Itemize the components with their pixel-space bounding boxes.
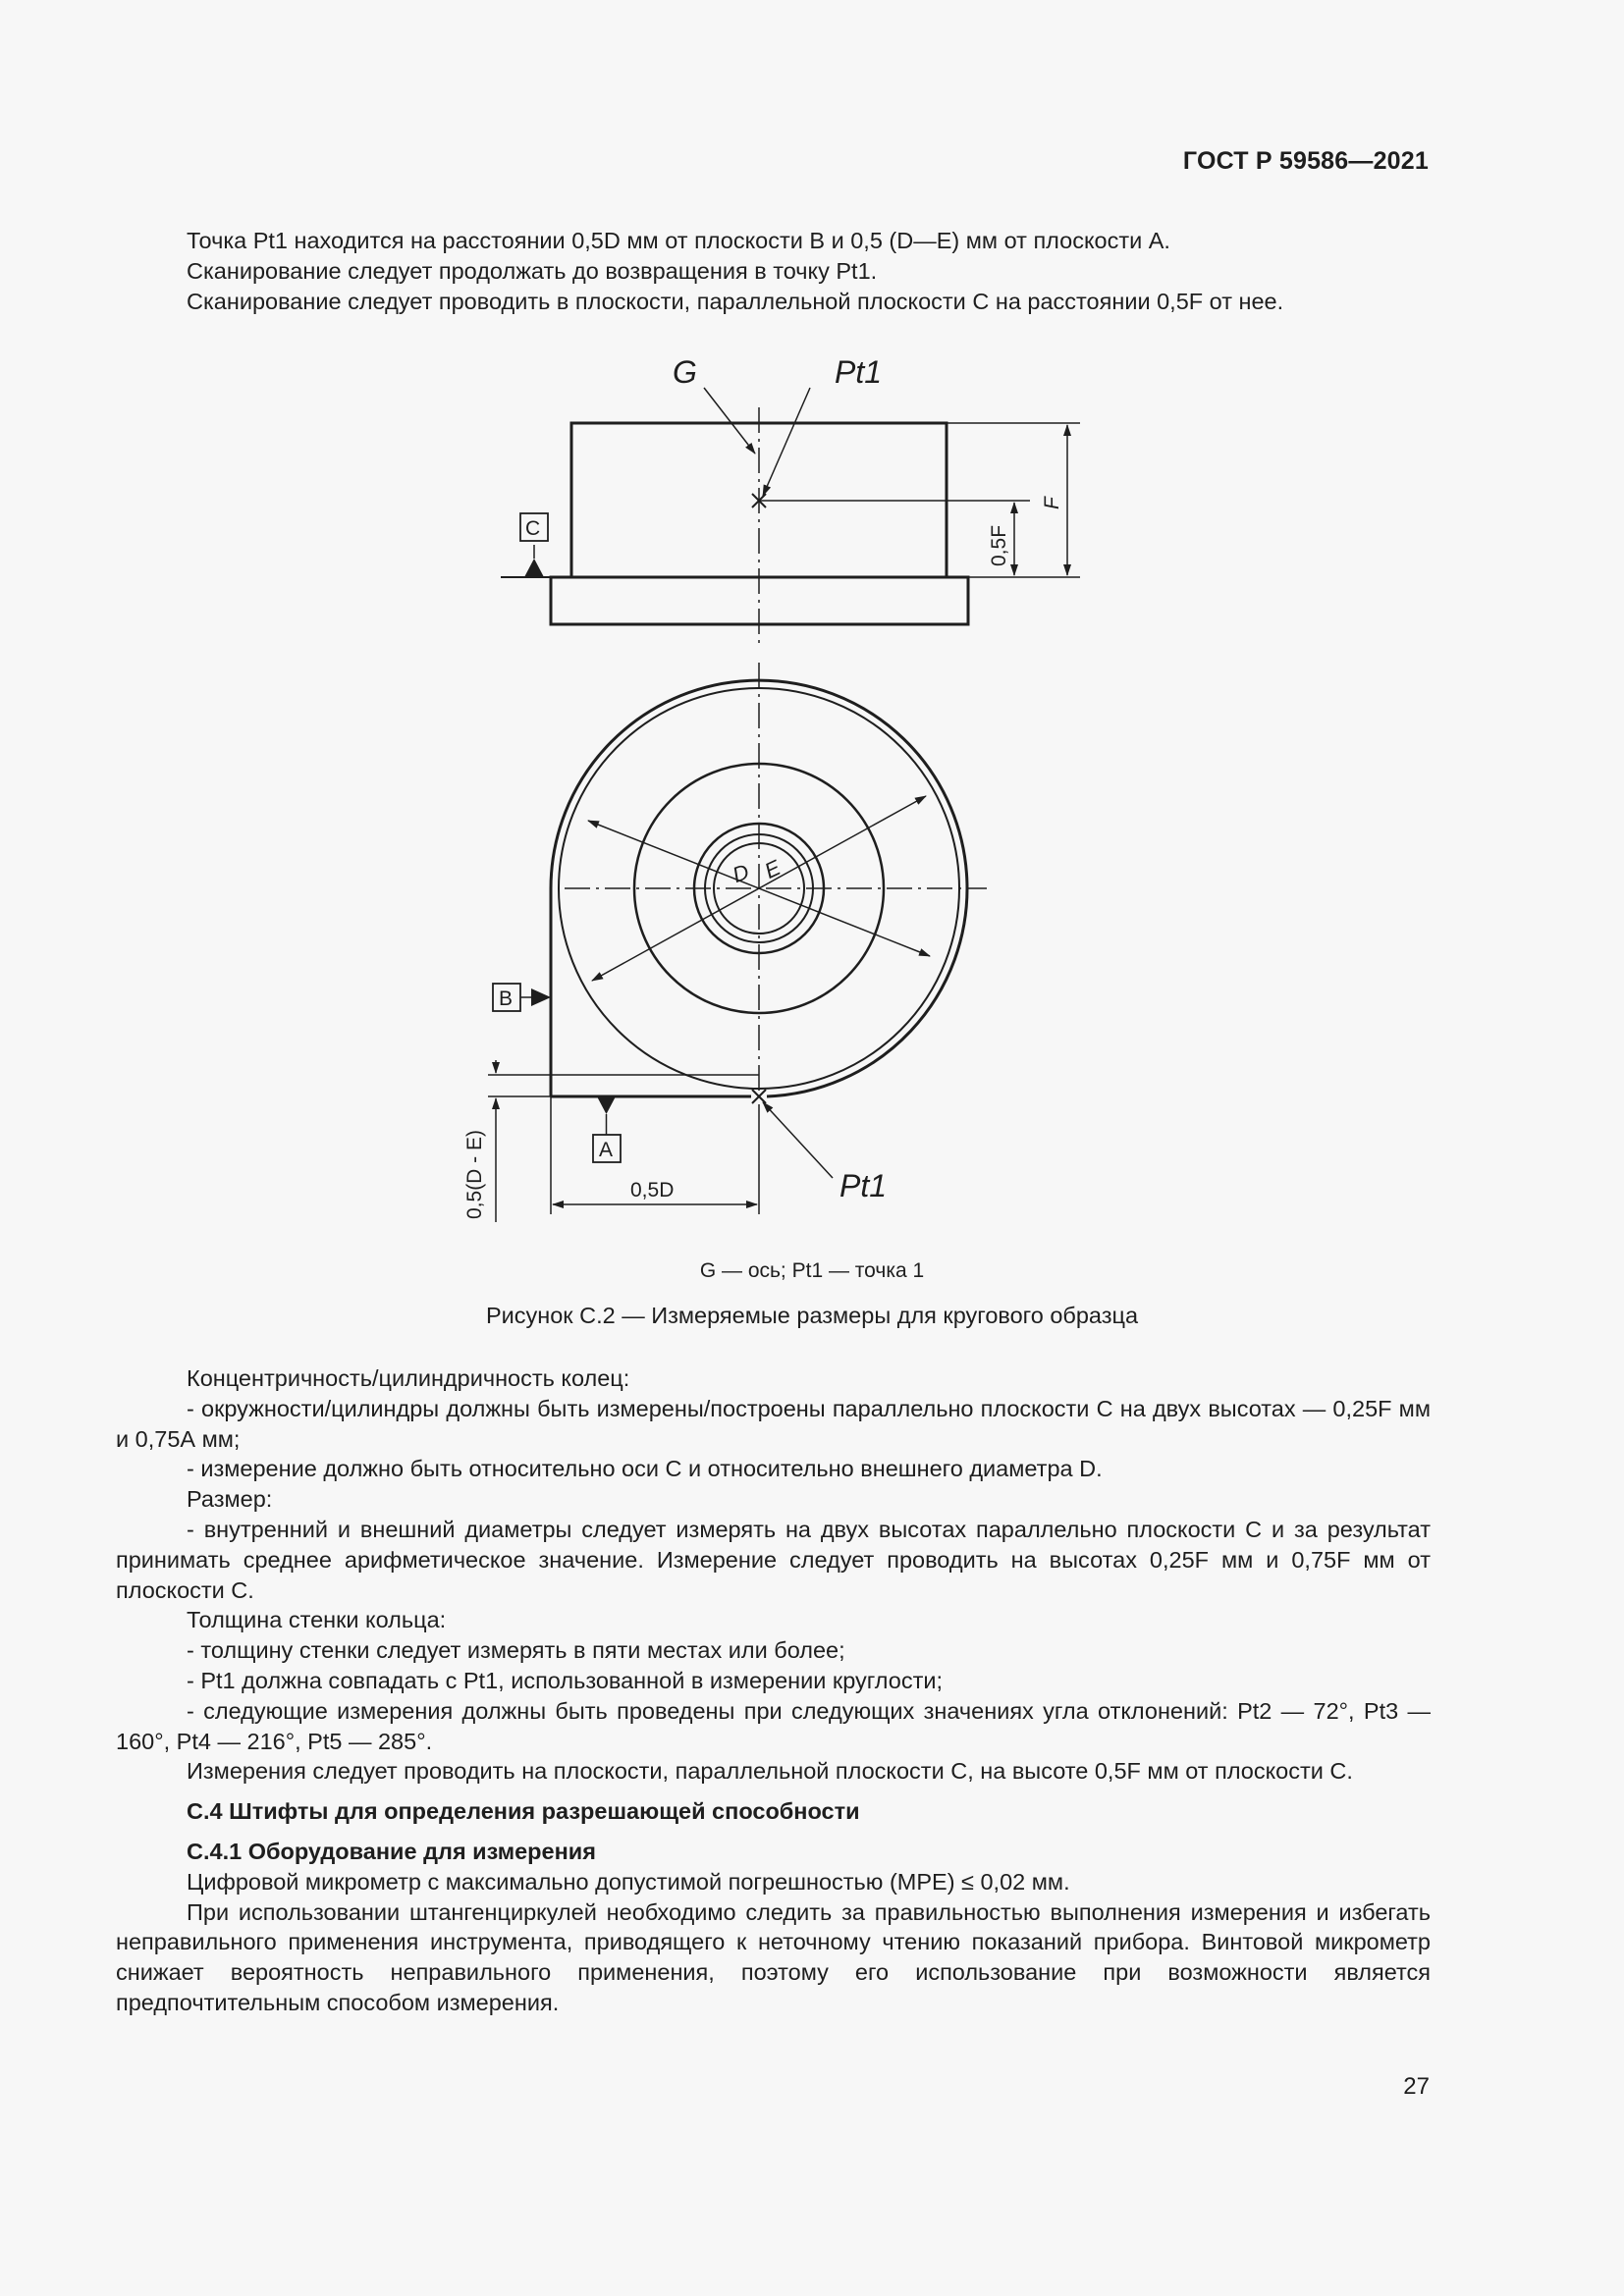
intro-line: Сканирование следует проводить в плоскости, параллельной плоскости C на расстоянии 0,5F от нее. xyxy=(187,289,1284,314)
label-half-d: 0,5D xyxy=(630,1179,675,1201)
label-c: C xyxy=(525,517,541,540)
pt1-leader-top xyxy=(763,1102,833,1178)
label-g: G xyxy=(673,354,697,390)
paragraph: Измерения следует проводить на плоскости, параллельной плоскости C, на высоте 0,5F мм от плоскости C. xyxy=(187,1758,1353,1785)
list-item: - окружности/цилиндры должны быть измерены/построены параллельно плоскости C на двух высотах — 0,25F мм и 0,75А мм; xyxy=(116,1395,1431,1452)
pt1-mark-top xyxy=(752,1090,766,1103)
label-d: D xyxy=(729,859,753,888)
intro-text xyxy=(187,226,1434,317)
g-leader xyxy=(704,388,755,454)
side-view xyxy=(501,388,1080,643)
section-heading: С.4 Штифты для определения разрешающей способности xyxy=(187,1798,860,1825)
pt1-leader-side xyxy=(763,388,810,496)
label-b: B xyxy=(499,988,514,1010)
intro-line: Точка Pt1 находится на расстоянии 0,5D мм от плоскости B и 0,5 (D—E) мм от плоскости A. xyxy=(187,228,1170,253)
datum-b-triangle xyxy=(531,988,551,1006)
list-item: - толщину стенки следует измерять в пяти местах или более; xyxy=(187,1637,845,1664)
paragraph: Концентричность/цилиндричность колец: xyxy=(187,1365,630,1391)
document-number: ГОСТ Р 59586—2021 xyxy=(1182,147,1429,175)
datum-a-triangle xyxy=(597,1096,616,1114)
technical-drawing xyxy=(457,348,1124,1232)
label-half-de: 0,5(D - E) xyxy=(463,1129,486,1219)
datum-c-triangle xyxy=(524,559,544,577)
paragraph: Толщина стенки кольца: xyxy=(187,1607,447,1633)
label-e: E xyxy=(760,855,785,883)
label-half-f: 0,5F xyxy=(988,524,1010,566)
label-pt1-top: Pt1 xyxy=(839,1168,888,1203)
list-item: - измерение должно быть относительно оси C и относительно внешнего диаметра D. xyxy=(187,1456,1103,1482)
label-pt1-side: Pt1 xyxy=(835,354,883,390)
paragraph: Цифровой микрометр с максимально допустимой погрешностью (МРЕ) ≤ 0,02 мм. xyxy=(187,1868,1070,1895)
top-view xyxy=(488,663,987,1222)
list-item: - следующие измерения должны быть проведены при следующих значениях угла отклонений: Pt2 — 72°, Pt3 — 160°, Pt4 — 216°, Pt5 — 285°. xyxy=(116,1697,1431,1754)
figure-legend: G — ось; Pt1 — точка 1 xyxy=(699,1259,925,1282)
subsection-heading: С.4.1 Оборудование для измерения xyxy=(187,1838,596,1864)
page-number: 27 xyxy=(1403,2073,1430,2100)
intro-line: Сканирование следует продолжать до возвращения в точку Pt1. xyxy=(187,258,878,284)
list-item: - Pt1 должна совпадать с Pt1, использованной в измерении круглости; xyxy=(187,1667,944,1693)
paragraph: При использовании штангенциркулей необходимо следить за правильностью выполнения измерения и избегать неправильного применения инструмента, приводящего к неточному чтению показаний прибора. Винтовой микрометр снижает вероятность неправильного применения, поэтому его использование при возможности является предпочтительным способом измерения. xyxy=(116,1898,1431,2015)
label-a: A xyxy=(599,1139,614,1161)
list-item: - внутренний и внешний диаметры следует измерять на двух высотах параллельно плоскости C и за результат принимать среднее арифметическое значение. Измерение следует проводить на высотах 0,25F мм и 0,75F мм от плоскости C. xyxy=(116,1516,1431,1603)
figure-caption: Рисунок С.2 — Измеряемые размеры для кругового образца xyxy=(485,1303,1139,1328)
paragraph: Размер: xyxy=(187,1486,273,1513)
body-text xyxy=(116,1363,1431,2018)
label-f: F xyxy=(1041,497,1063,509)
